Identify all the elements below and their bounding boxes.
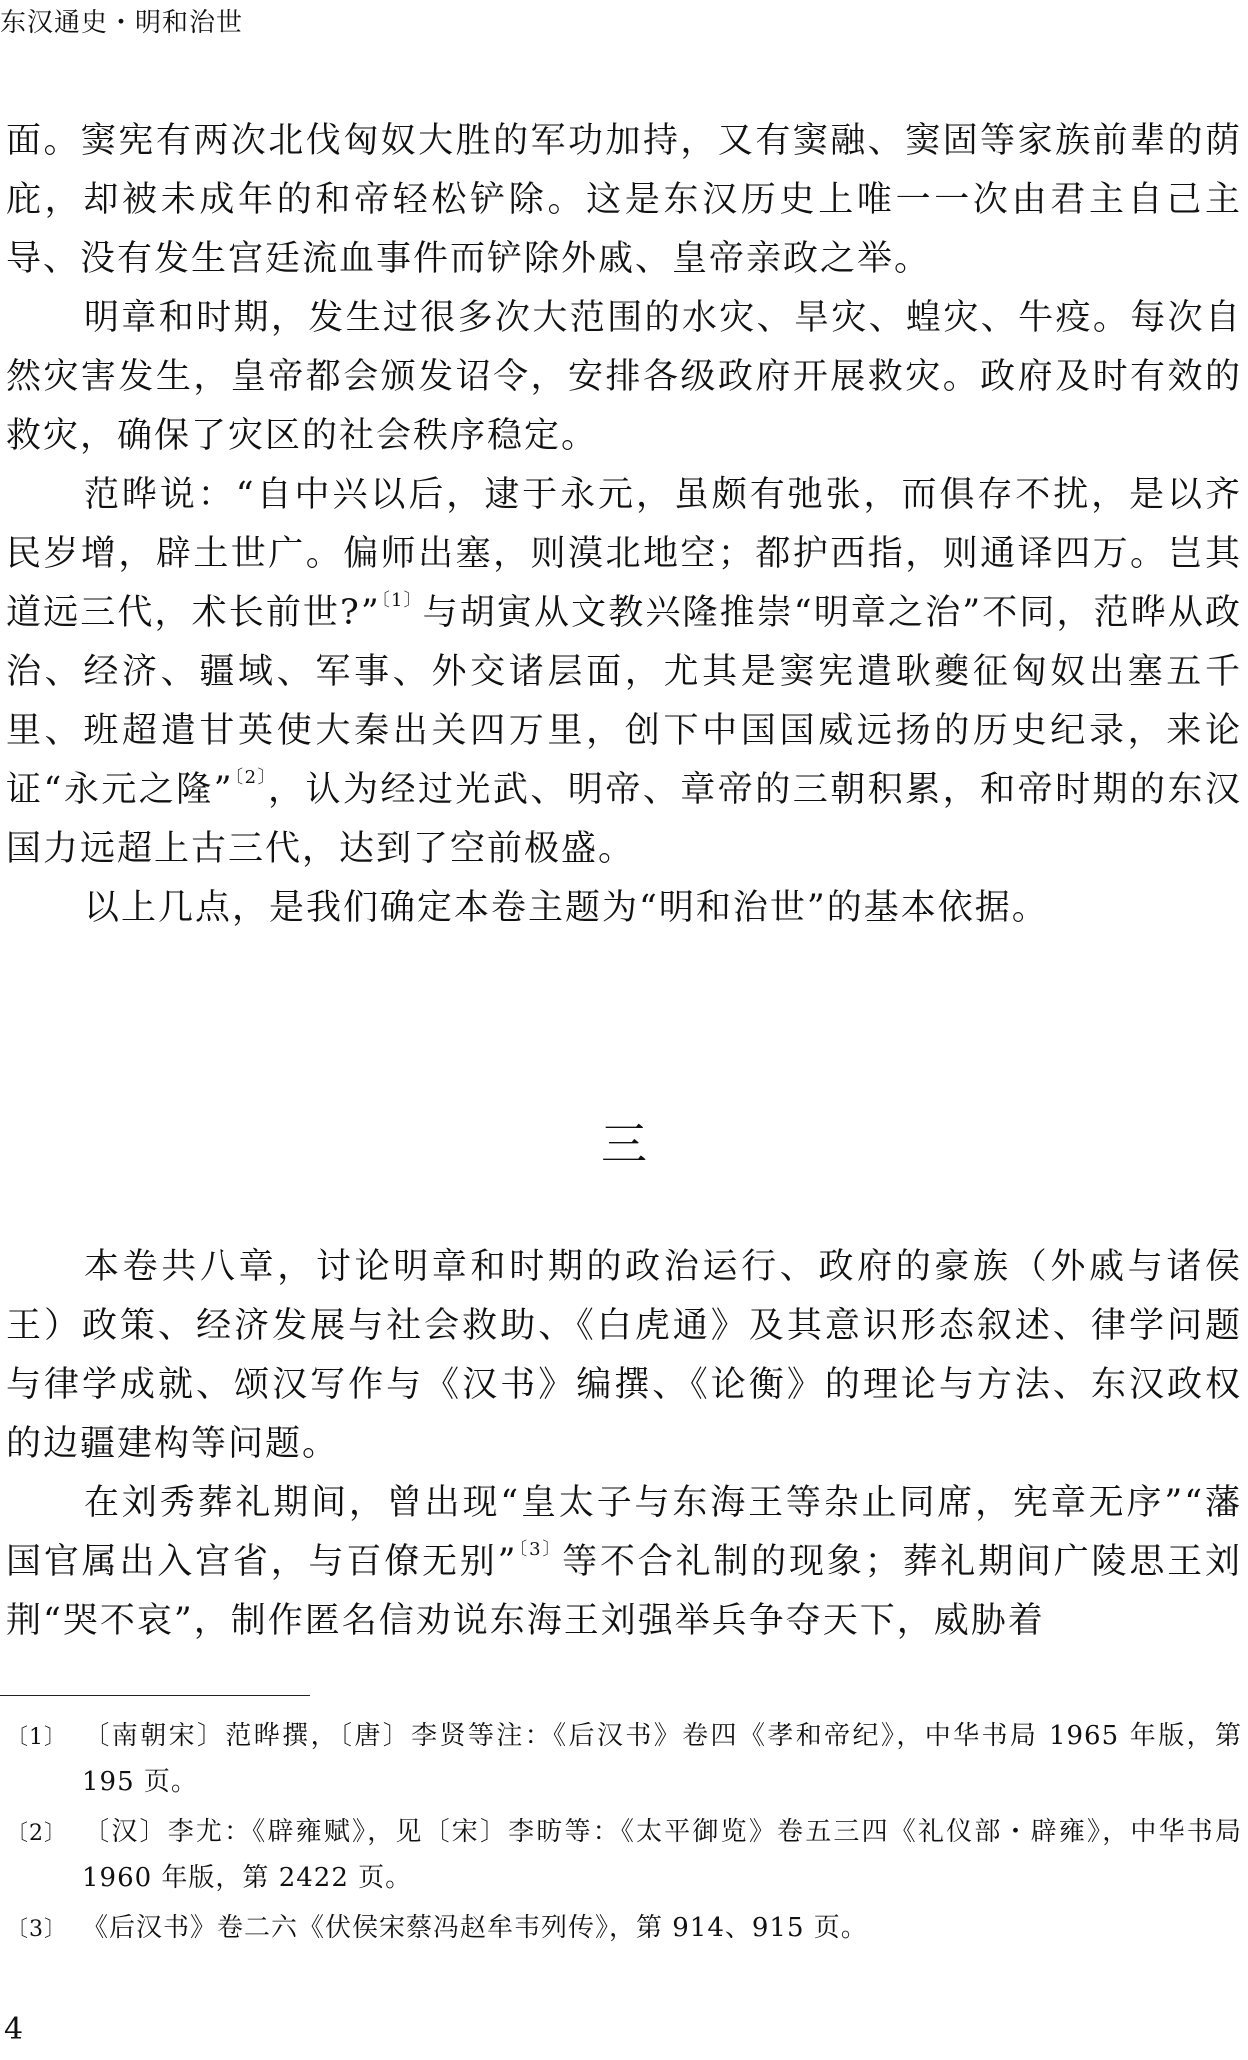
- paragraph: [6, 466, 1242, 879]
- footnote-number: 〔1〕: [6, 1725, 67, 1750]
- footnote-divider: [0, 1695, 310, 1696]
- paragraph-text: 与胡寅从文教兴隆推崇“明章之治”不同，范晔从政治、经济、疆域、军事、外交诸层面，尤其是窦宪遣耿夔征匈奴出塞五千里、班超遣甘英使大秦出关四万里，创下中国国威远扬的历史纪录，来论证“永元之隆”: [6, 593, 1242, 810]
- paragraph: 面。窦宪有两次北伐匈奴大胜的军功加持，又有窦融、窦固等家族前辈的荫庇，却被未成年的和帝轻松铲除。这是东汉历史上唯一一次由君主自己主导、没有发生宫廷流血事件而铲除外戚、皇帝亲政之举。: [6, 121, 1242, 279]
- paragraph-text: 范晔说：“自中兴以后，逮于永元，虽颇有弛张，而俱存不扰，是以齐民岁增，辟土世广。偏师出塞，则漠北地空；都护西指，则通译四万。岂其道远三代，术长前世?”: [6, 475, 1242, 633]
- paragraph-text: 在刘秀葬礼期间，曾出现“皇太子与东海王等杂止同席，宪章无序”“藩国官属出入宫省，与百僚无别”: [6, 1483, 1242, 1582]
- running-head: 东汉通史・明和治世: [0, 8, 244, 38]
- footnote-reference[interactable]: 〔2〕: [233, 767, 269, 788]
- footnotes: [6, 1714, 1242, 1958]
- footnote-text: 〔汉〕李尤：《辟雍赋》，见〔宋〕李昉等：《太平御览》卷五三四《礼仪部・辟雍》，中华书局 1960 年版，第 2422 页。: [82, 1817, 1242, 1893]
- page-number: 4: [4, 2012, 24, 2047]
- paragraph-text: 等不合礼制的现象；葬礼期间广陵思王刘荆“哭不哀”，制作匿名信劝说东海王刘强举兵争夺天下，威胁着: [6, 1542, 1242, 1641]
- footnote: [6, 1906, 1242, 1952]
- body-text-block-1: [6, 112, 1242, 938]
- footnote-text: 〔南朝宋〕范晔撰，〔唐〕李贤等注：《后汉书》卷四《孝和帝纪》，中华书局 1965 年版，第 195 页。: [82, 1721, 1242, 1797]
- paragraph: 以上几点，是我们确定本卷主题为“明和治世”的基本依据。: [84, 888, 1049, 928]
- paragraph: 本卷共八章，讨论明章和时期的政治运行、政府的豪族（外戚与诸侯王）政策、经济发展与社会救助、《白虎通》及其意识形态叙述、律学问题与律学成就、颂汉写作与《汉书》编撰、《论衡》的理论与方法、东汉政权的边疆建构等问题。: [6, 1247, 1242, 1464]
- section-heading: 三: [601, 1117, 647, 1171]
- paragraph: [6, 1474, 1242, 1651]
- paragraph-text: ，认为经过光武、明帝、章帝的三朝积累，和帝时期的东汉国力远超上古三代，达到了空前极盛。: [6, 770, 1242, 869]
- footnote-number: 〔2〕: [6, 1821, 67, 1846]
- footnote-reference[interactable]: 〔3〕: [517, 1539, 563, 1560]
- footnote-text: 《后汉书》卷二六《伏侯宋蔡冯赵牟韦列传》，第 914、915 页。: [82, 1913, 868, 1943]
- footnote-reference[interactable]: 〔1〕: [380, 590, 423, 611]
- body-text-block-2: [6, 1238, 1242, 1651]
- footnote: [6, 1714, 1242, 1804]
- footnote: [6, 1810, 1242, 1900]
- footnote-number: 〔3〕: [6, 1917, 67, 1942]
- paragraph: 明章和时期，发生过很多次大范围的水灾、旱灾、蝗灾、牛疫。每次自然灾害发生，皇帝都会颁发诏令，安排各级政府开展救灾。政府及时有效的救灾，确保了灾区的社会秩序稳定。: [6, 298, 1242, 456]
